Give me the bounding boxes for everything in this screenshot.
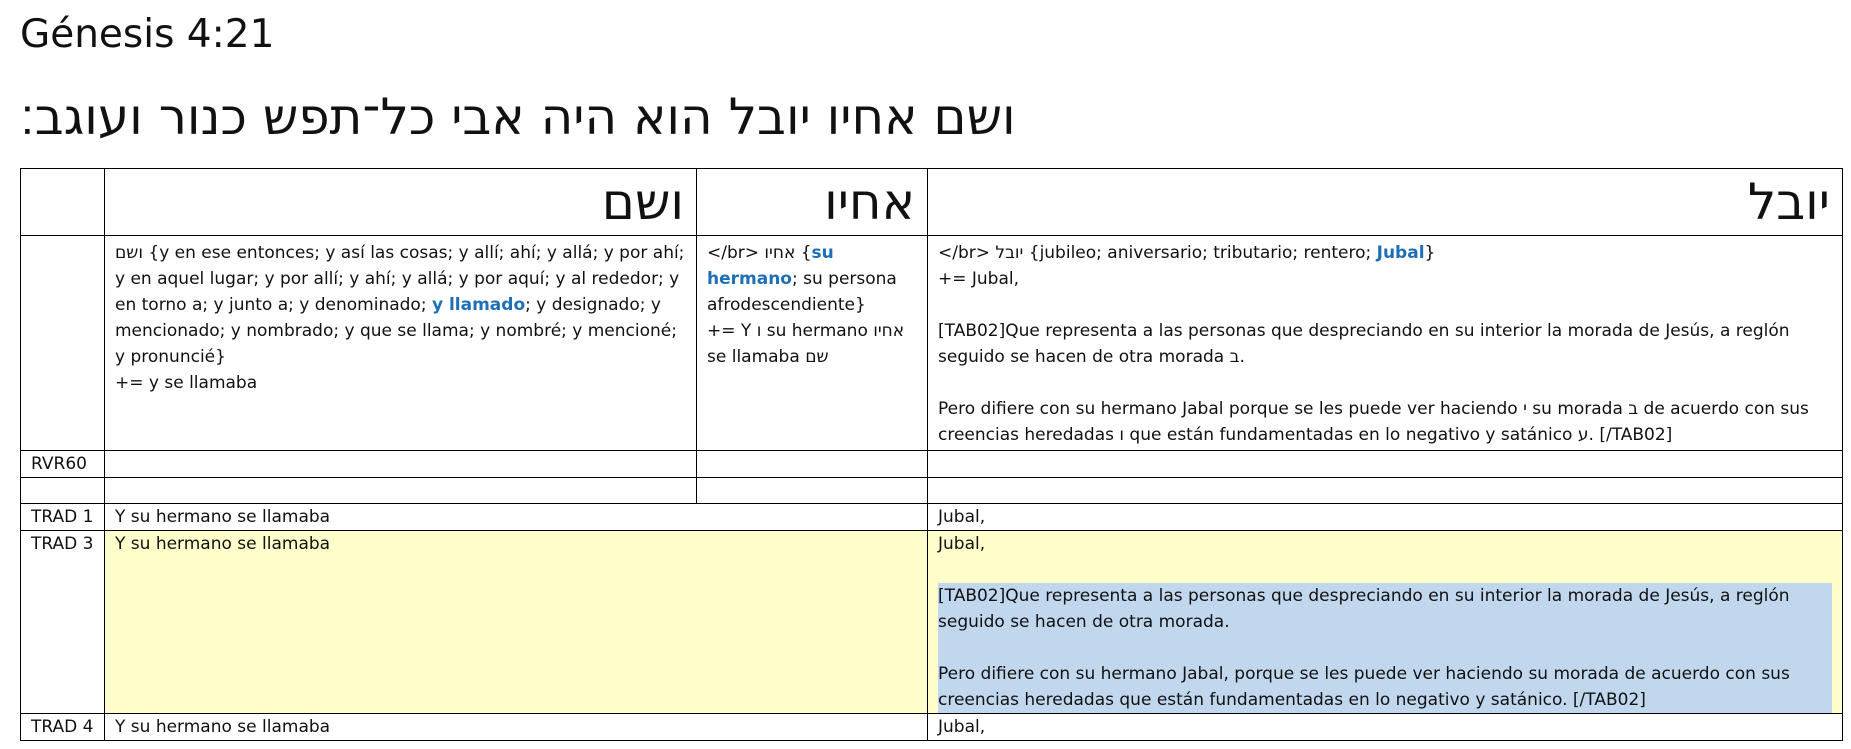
trad1-row bbox=[21, 504, 1843, 531]
definitions-text: </br> יובל {jubileo; aniversario; tributario; rentero; bbox=[938, 243, 1377, 263]
page-title: Génesis 4:21 bbox=[20, 12, 275, 57]
definitions-text: } bbox=[1424, 243, 1436, 263]
analysis-row bbox=[21, 236, 1843, 451]
empty-cell bbox=[697, 478, 928, 504]
definitions-text: </br> אחיו { bbox=[707, 243, 812, 263]
empty-cell bbox=[105, 478, 697, 504]
analysis-hebrew-word: ושם bbox=[115, 243, 143, 263]
result-text: += y se llamaba bbox=[115, 373, 258, 393]
header-row bbox=[21, 169, 1843, 236]
definitions-text: ; su persona afrodescendiente} bbox=[707, 269, 897, 315]
header-word-1: ושם bbox=[105, 169, 697, 236]
empty-label-cell bbox=[21, 169, 105, 236]
trad3-tab-block bbox=[938, 583, 1832, 713]
header-word-2: אחיו bbox=[697, 169, 928, 236]
row-label-trad3: TRAD 3 bbox=[21, 531, 105, 714]
trad1-left-text: Y su hermano se llamaba bbox=[105, 504, 928, 531]
highlighted-definition: Jubal bbox=[1376, 243, 1425, 263]
trad3-row bbox=[21, 531, 1843, 714]
empty-cell bbox=[928, 478, 1843, 504]
trad4-right-text: Jubal, bbox=[928, 714, 1843, 741]
row-label-trad4: TRAD 4 bbox=[21, 714, 105, 741]
empty-cell bbox=[105, 451, 697, 478]
empty-cell bbox=[21, 478, 105, 504]
analysis-table bbox=[20, 168, 1843, 741]
trad3-left-text: Y su hermano se llamaba bbox=[105, 531, 928, 714]
tab-paragraph-2: Pero difiere con su hermano Jabal porque se les puede ver haciendo י su morada ב de acuerdo con sus creencias heredadas ו que están fundamentadas en lo negativo y satánico ע. [/TAB02] bbox=[938, 399, 1809, 445]
result-text: += Jubal, bbox=[938, 269, 1020, 289]
row-label-rvr60: RVR60 bbox=[21, 451, 105, 478]
highlighted-definition: su hermano bbox=[707, 243, 834, 289]
trad3-tab-paragraph-1: [TAB02]Que representa a las personas que despreciando en su interior la morada de Jesús, a reglón seguido se hacen de otra morada. bbox=[938, 586, 1790, 632]
analysis-cell-1 bbox=[105, 236, 697, 451]
trad3-right-cell bbox=[928, 531, 1843, 714]
empty-cell bbox=[928, 451, 1843, 478]
trad1-right-text: Jubal, bbox=[928, 504, 1843, 531]
blank-row bbox=[21, 478, 1843, 504]
result-text: += Y ו su hermano אחיו se llamaba שם bbox=[707, 321, 905, 367]
trad3-right-text: Jubal, bbox=[938, 534, 986, 554]
trad4-row bbox=[21, 714, 1843, 741]
analysis-cell-2 bbox=[697, 236, 928, 451]
highlighted-definition: y llamado bbox=[431, 295, 526, 315]
row-label-trad1: TRAD 1 bbox=[21, 504, 105, 531]
verse-hebrew: ושם אחיו יובל הוא היה אבי כל־תפש כנור ועוגב׃ bbox=[20, 88, 1016, 146]
trad4-left-text: Y su hermano se llamaba bbox=[105, 714, 928, 741]
trad3-tab-paragraph-2: Pero difiere con su hermano Jabal, porque se les puede ver haciendo su morada de acuerdo con sus creencias heredadas que están fundamentadas en lo negativo y satánico. [/TAB02] bbox=[938, 664, 1790, 710]
empty-label-cell bbox=[21, 236, 105, 451]
empty-cell bbox=[697, 451, 928, 478]
definitions-text: {y en ese entonces; y así las cosas; y allí; ahí; y allá; y por ahí; y en aquel lugar; y por allí; y ahí; y allá; y por aquí; y al rededor; y en torno a; y junto a; y denominado; bbox=[115, 243, 685, 315]
header-word-3: יובל bbox=[928, 169, 1843, 236]
definitions-text: ; y designado; y mencionado; y nombrado; y que se llama; y nombré; y mencioné; y pronuncié} bbox=[115, 295, 677, 367]
tab-paragraph-1: [TAB02]Que representa a las personas que despreciando en su interior la morada de Jesús, a reglón seguido se hacen de otra morada ב. bbox=[938, 321, 1790, 367]
analysis-cell-3 bbox=[928, 236, 1843, 451]
rvr60-row bbox=[21, 451, 1843, 478]
